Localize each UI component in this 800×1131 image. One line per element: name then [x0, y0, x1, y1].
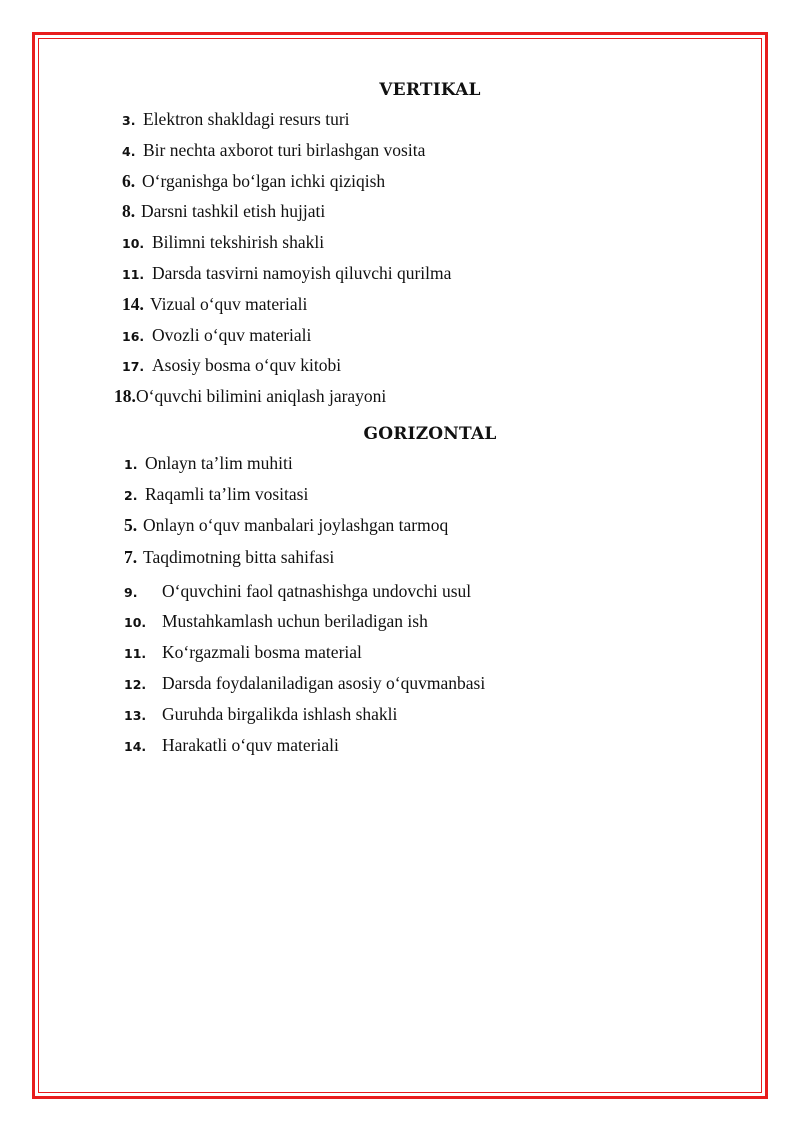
vertical-item — [122, 173, 385, 191]
item-number: 2. — [124, 488, 138, 503]
item-number: 10. — [124, 615, 147, 630]
horizontal-item — [124, 613, 428, 631]
item-text: Elektron shakldagi resurs turi — [143, 109, 350, 129]
item-text: Darsda tasvirni namoyish qiluvchi qurilma — [152, 263, 452, 283]
item-number: 7. — [124, 547, 138, 567]
item-number: 6. — [122, 171, 136, 191]
item-text: Onlayn ta’lim muhiti — [145, 453, 293, 473]
item-number: 4. — [122, 144, 136, 159]
item-number: 8. — [122, 201, 136, 221]
item-number: 18. — [114, 386, 136, 406]
item-text: Bir nechta axborot turi birlashgan vosita — [143, 140, 426, 160]
horizontal-item — [124, 455, 293, 473]
item-text: Ko‘rgazmali bosma material — [162, 642, 362, 662]
item-text: Harakatli o‘quv materiali — [162, 735, 339, 755]
horizontal-item — [124, 706, 397, 724]
vertical-item — [122, 296, 307, 314]
item-number: 13. — [124, 708, 147, 723]
item-number: 14. — [122, 294, 144, 314]
item-number: 9. — [124, 585, 138, 600]
item-text: Bilimni tekshirish shakli — [152, 232, 325, 252]
item-text: Darsni tashkil etish hujjati — [141, 201, 326, 221]
vertical-item — [114, 388, 386, 406]
item-text: Vizual o‘quv materiali — [150, 294, 308, 314]
item-number: 12. — [124, 677, 147, 692]
item-text: O‘quvchini faol qatnashishga undovchi usul — [162, 581, 472, 601]
horizontal-item — [124, 675, 485, 693]
vertical-item — [122, 142, 425, 160]
item-text: Onlayn o‘quv manbalari joylashgan tarmoq — [143, 515, 449, 535]
item-text: Mustahkamlash uchun beriladigan ish — [162, 611, 428, 631]
item-text: Asosiy bosma o‘quv kitobi — [152, 355, 342, 375]
vertical-item — [122, 203, 325, 221]
item-text: Taqdimotning bitta sahifasi — [143, 547, 335, 567]
vertical-item — [122, 327, 311, 345]
item-text: Guruhda birgalikda ishlash shakli — [162, 704, 398, 724]
item-text: O‘quvchi bilimini aniqlash jarayoni — [136, 386, 387, 406]
horizontal-heading: GORIZONTAL — [363, 424, 497, 444]
item-number: 10. — [122, 236, 145, 251]
item-number: 17. — [122, 359, 145, 374]
item-text: O‘rganishga bo‘lgan ichki qiziqish — [142, 171, 386, 191]
horizontal-item — [124, 486, 308, 504]
vertical-item — [122, 265, 451, 283]
vertical-item — [122, 234, 324, 252]
item-number: 3. — [122, 113, 136, 128]
item-text: Raqamli ta’lim vositasi — [145, 484, 309, 504]
item-text: Darsda foydalaniladigan asosiy o‘quvmanbasi — [162, 673, 486, 693]
item-number: 16. — [122, 329, 145, 344]
horizontal-item — [124, 737, 339, 755]
item-number: 11. — [122, 267, 145, 282]
vertical-item — [122, 357, 341, 375]
horizontal-item — [124, 517, 448, 535]
horizontal-item — [124, 583, 471, 601]
item-number: 11. — [124, 646, 147, 661]
horizontal-item — [124, 644, 362, 662]
item-number: 5. — [124, 515, 138, 535]
vertical-heading: VERTIKAL — [379, 80, 481, 100]
item-number: 14. — [124, 739, 147, 754]
item-number: 1. — [124, 457, 138, 472]
vertical-item — [122, 111, 350, 129]
item-text: Ovozli o‘quv materiali — [152, 325, 312, 345]
horizontal-item — [124, 549, 334, 567]
